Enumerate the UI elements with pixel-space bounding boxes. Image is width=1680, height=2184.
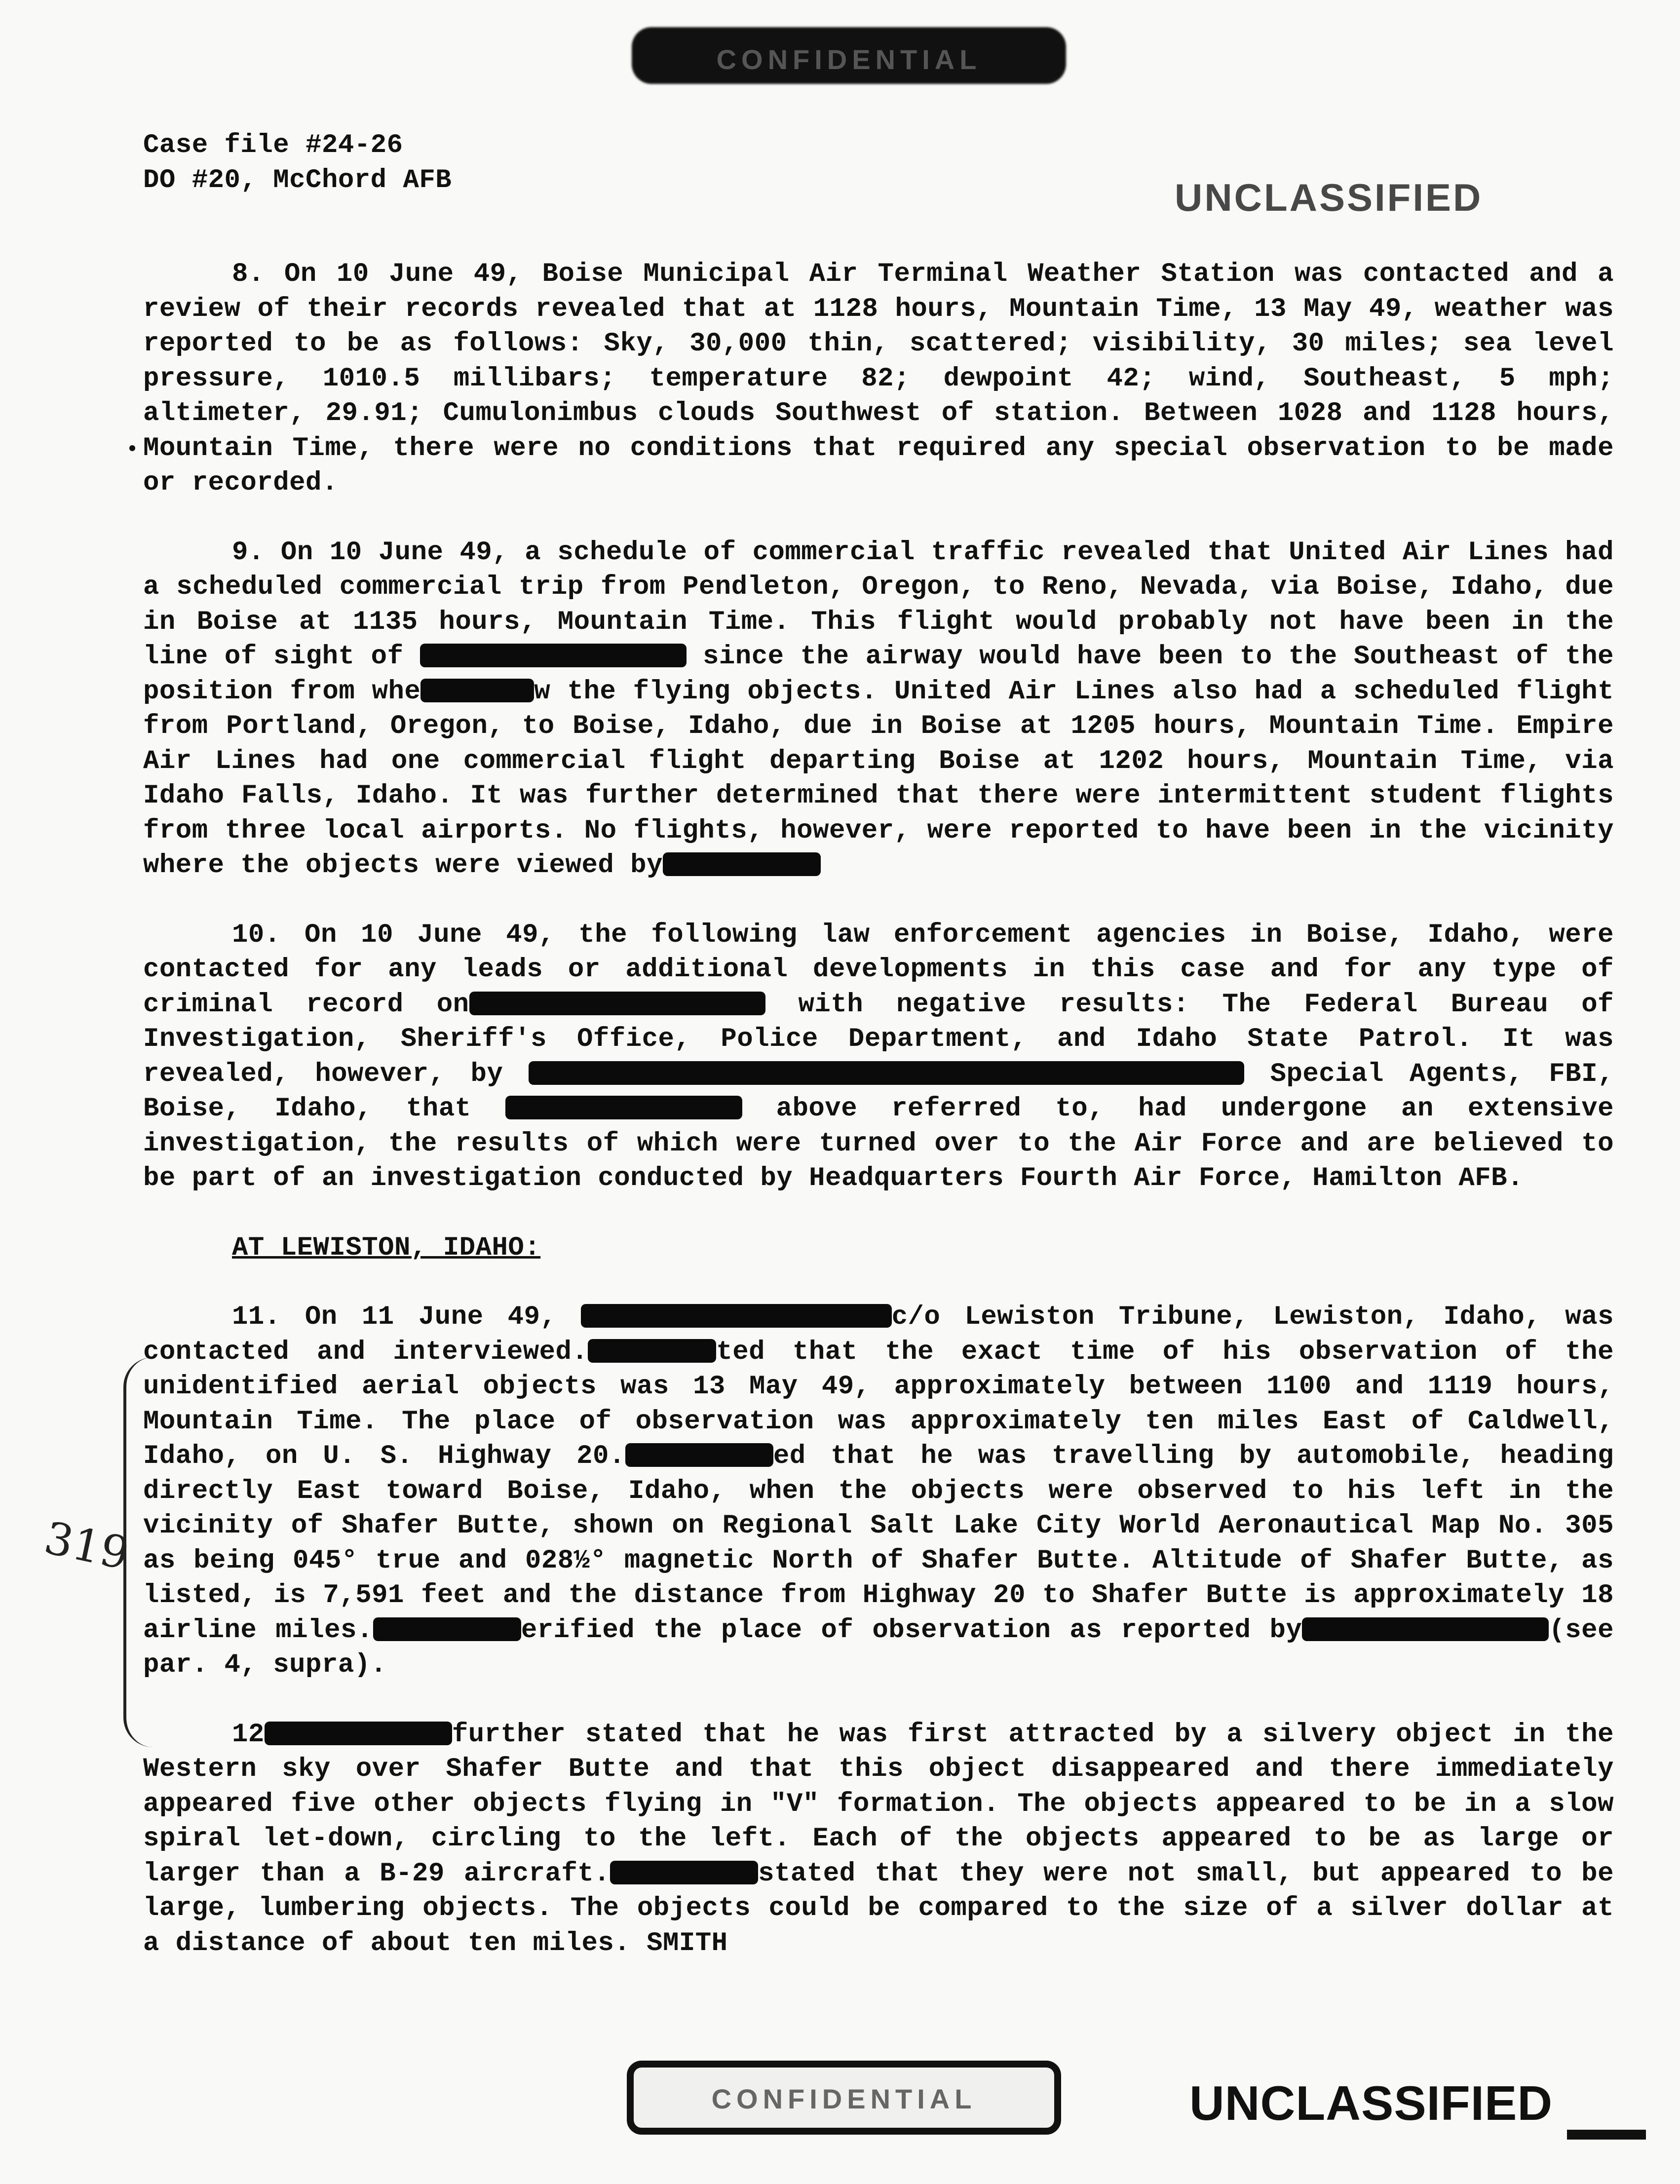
paragraph-10-text-b: with negative results: The Federal Bureau of Investigation, Sheriff's Office, Police Department, and Idaho State Patrol. It was revealed, however, by — [143, 989, 1614, 1089]
paragraph-9 — [143, 536, 1614, 883]
case-header — [143, 128, 1614, 198]
paragraph-12-text-c: stated that they were not small, but appeared to be large, lumbering objects. The objects could be compared to the size of a silver dollar at a distance of about ten miles. SMITH — [143, 1858, 1614, 1958]
redaction-bar — [581, 1304, 892, 1328]
paragraph-11 — [143, 1300, 1614, 1683]
bottom-classification-stamp: CONFIDENTIAL — [711, 2083, 977, 2114]
district-office-line: DO #20, McChord AFB — [143, 165, 452, 195]
paragraph-9-text-b: since the airway would have been to the Southeast of the position from whe — [143, 642, 1614, 707]
redaction-bar — [420, 644, 687, 667]
redaction-bar — [505, 1096, 742, 1119]
redaction-bar — [1302, 1617, 1549, 1641]
paragraph-11-text-e: erified the place of observation as reported by — [521, 1615, 1302, 1646]
paragraph-11-text-f: (see par. 4, supra). — [143, 1615, 1614, 1680]
paragraph-8 — [143, 257, 1614, 501]
redaction-bar — [469, 992, 765, 1015]
paragraph-12-text-b: further stated that he was first attracted by a silvery object in the Western sky over Shafer Butte and that this object disappeared and there immediately appeared five other objects flying in "V" formation. The objects appeared to be in a slow spiral let-down, circling to the left. Each of the objects appeared to be as large or larger than a B-29 aircraft. — [143, 1719, 1614, 1889]
section-heading-lewiston: AT LEWISTON, IDAHO: — [232, 1232, 541, 1263]
paragraph-9-text-a: 9. On 10 June 49, a schedule of commercial traffic revealed that United Air Lines had a scheduled commercial trip from Pendleton, Oregon, to Reno, Nevada, via Boise, Idaho, due in Boise at 1135 hours, Mountain Time. This flight would probably not have been in the line of sight of — [143, 537, 1614, 672]
paragraph-12-text-a: 12 — [232, 1719, 265, 1750]
paragraph-10 — [143, 918, 1614, 1196]
paragraph-10-text-d: above referred to, had undergone an extensive investigation, the results of which were turned over to the Air Force and are believed to be part of an investigation conducted by Headquarters Fourth Air Force, Hamilton AFB. — [143, 1094, 1614, 1193]
paragraph-10-text-a: 10. On 10 June 49, the following law enforcement agencies in Boise, Idaho, were contacted for any leads or additional developments in this case and for any type of criminal record on — [143, 920, 1614, 1020]
redaction-bar — [625, 1443, 773, 1467]
case-file-line: Case file #24-26 — [143, 130, 403, 160]
paragraph-9-text-c: w the flying objects. United Air Lines also had a scheduled flight from Portland, Oregon, to Boise, Idaho, due in Boise at 1205 hours, Mountain Time. Empire Air Lines had one commercial flight departing Boise at 1202 hours, Mountain Time, via Idaho Falls, Idaho. It was further determined that there were intermittent student flights from three local airports. No flights, however, were reported to have been in the vicinity where the objects were viewed by — [143, 676, 1614, 881]
redaction-bar — [663, 852, 821, 876]
redaction-bar — [529, 1061, 1244, 1085]
redaction-bar — [610, 1861, 758, 1884]
top-classification-stamp: CONFIDENTIAL — [716, 44, 982, 75]
unclassified-stamp-top: UNCLASSIFIED — [1175, 176, 1483, 219]
paragraph-11-text-b: c/o Lewiston Tribune, Lewiston, Idaho, was contacted and interviewed. — [143, 1302, 1614, 1367]
corner-mark — [1567, 2130, 1646, 2140]
redaction-bar — [420, 679, 534, 702]
paragraph-11-text-a: 11. On 11 June 49, — [232, 1302, 557, 1332]
paragraph-11-text-c: ted that the exact time of his observation of the unidentified aerial objects was 13 May 49, approximately between 1100 and 1119 hours, Mountain Time. The place of observation was approximately ten miles East of Caldwell, Idaho, on U. S. Highway 20. — [143, 1337, 1614, 1471]
paragraph-10-text-c: Special Agents, FBI, Boise, Idaho, that — [143, 1059, 1614, 1124]
document-body — [143, 128, 1614, 1995]
margin-dot — [129, 445, 135, 451]
paragraph-12 — [143, 1718, 1614, 1961]
unclassified-stamp-bottom: UNCLASSIFIED — [1189, 2076, 1553, 2130]
margin-handwritten-number: 319 — [39, 1512, 134, 1580]
paragraph-11-text-d: ed that he was travelling by automobile, heading directly East toward Boise, Idaho, when the objects were observed to his left in the vicinity of Shafer Butte, shown on Regional Salt Lake City World Aeronautical Map No. 305 as being 045° true and 028½° magnetic North of Shafer Butte. Altitude of Shafer Butte, as listed, is 7,591 feet and the distance from Highway 20 to Shafer Butte is approximately 18 airline miles. — [143, 1441, 1614, 1646]
redaction-bar — [265, 1722, 452, 1745]
redaction-bar — [373, 1617, 521, 1641]
paragraph-8-text: 8. On 10 June 49, Boise Municipal Air Terminal Weather Station was contacted and a review of their records revealed that at 1128 hours, Mountain Time, 13 May 49, weather was reported to be as follows: Sky, 30,000 thin, scattered; visibility, 30 miles; sea level pressure, 1010.5 millibars; temperature 82; dewpoint 42; wind, Southeast, 5 mph; altimeter, 29.91; Cumulonimbus clouds Southwest of station. Between 1028 and 1128 hours, Mountain Time, there were no conditions that required any special observation to be made or recorded. — [143, 259, 1614, 498]
redaction-bar — [588, 1339, 716, 1363]
